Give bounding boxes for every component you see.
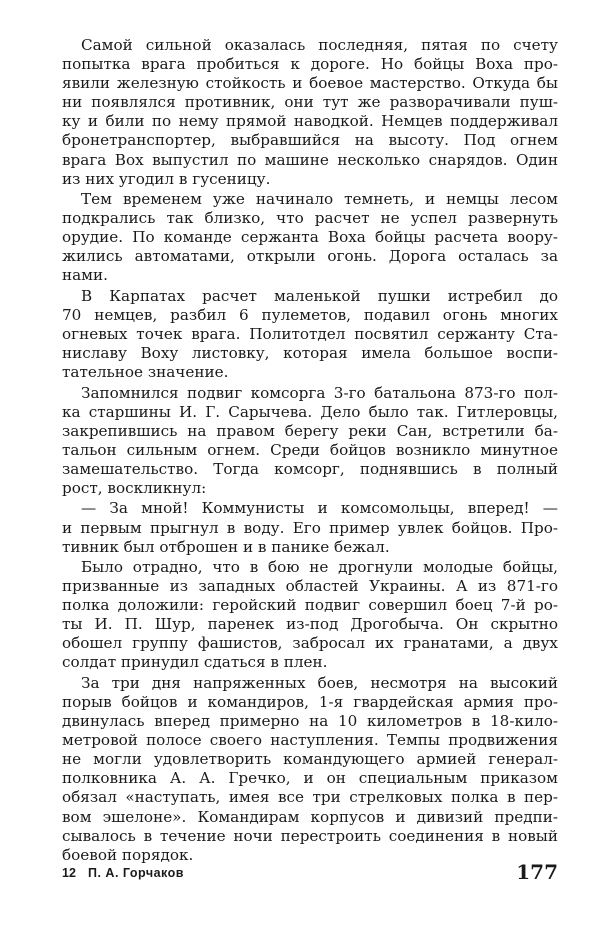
text-line: обязал «наступать, имея все три стрелковых полка в пер- [62,788,558,807]
text-line: призванные из западных областей Украины. А из 871-го [62,577,558,596]
text-line: Самой сильной оказалась последняя, пятая по счету [81,36,558,54]
text-line: За три дня напряженных боев, несмотря на высокий [81,673,558,692]
author-name: П. А. Горчаков [88,866,184,880]
text-line: подкрались так близко, что расчет не успел развернуть [62,209,558,228]
text-line: — За мной! Коммунисты и комсомольцы, вперед! — [81,499,558,518]
text-line: из них угодил в гусеницу. [62,169,271,188]
text-line: вом эшелоне». Командирам корпусов и дивизий предпи- [62,807,558,826]
paragraph [62,499,558,556]
text-line: и первым прыгнул в воду. Его пример увлек бойцов. Про- [62,518,558,537]
text-line: жились автоматами, открыли огонь. Дорога осталась за [62,247,558,266]
text-line: солдат принудил сдаться в плен. [62,653,328,672]
text-line: порыв бойцов и командиров, 1-я гвардейская армия про- [62,692,558,711]
text-line: 70 немцев, разбил 6 пулеметов, подавил огонь многих [62,305,558,324]
text-line: тивник был отброшен и в панике бежал. [62,537,390,556]
paragraph [62,558,558,673]
signature-mark: 12 [62,866,76,880]
paragraph [62,674,558,865]
text-line: Тем временем уже начинало темнеть, и немцы лесом [81,190,558,209]
text-line: замешательство. Тогда комсорг, поднявшись в полный [62,459,558,478]
text-line: бронетранспортер, выбравшийся на высоту. Под огнем [62,131,558,150]
text-line: орудие. По команде сержанта Воха бойцы расчета воору- [62,228,558,247]
paragraph [62,190,558,285]
text-line: попытка врага пробиться к дороге. Но бойцы Воха про- [62,55,558,74]
text-line: Запомнился подвиг комсорга 3-го батальона 873-го пол- [81,383,558,402]
text-line: полковника А. А. Гречко, и он специальным приказом [62,769,558,788]
text-line: закрепившись на правом берегу реки Сан, встретили ба- [62,421,558,440]
text-line: ни появлялся противник, они тут же разворачивали пуш- [62,93,558,112]
text-line: полка доложили: геройский подвиг совершил боец 7-й ро- [62,596,558,615]
paragraph [62,287,558,382]
text-line: В Карпатах расчет маленькой пушки истребил до [81,286,558,305]
text-line: сывалось в течение ночи перестроить соединения в новый [62,826,558,845]
text-line: метровой полосе своего наступления. Темпы продвижения [62,731,558,750]
text-line: врага Вох выпустил по машине несколько снарядов. Один [62,150,558,169]
text-line: обошел группу фашистов, забросал их гранатами, а двух [62,634,558,653]
page-number: 177 [516,860,558,884]
text-line: Было отрадно, что в бою не дрогнули молодые бойцы, [81,558,558,577]
paragraph [62,384,558,499]
text-line: нами. [62,266,108,285]
text-line: ниславу Воху листовку, которая имела большое воспи- [62,344,558,363]
text-line: двинулась вперед примерно на 10 километров в 18-кило- [62,712,558,731]
book-page-body [62,36,558,866]
text-line: не могли удовлетворить командующего армией генерал- [62,750,558,769]
page-footer [62,860,558,886]
paragraph [62,36,558,189]
text-line: явили железную стойкость и боевое мастерство. Откуда бы [62,74,558,93]
text-line: ку и били по нему прямой наводкой. Немцев поддерживал [62,112,558,131]
text-line: тальон сильным огнем. Среди бойцов возникло минутное [62,440,558,459]
text-line: ка старшины И. Г. Сарычева. Дело было так. Гитлеровцы, [62,402,558,421]
text-line: огневых точек врага. Политотдел посвятил сержанту Ста- [62,325,558,343]
text-line: боевой порядок. [62,845,194,864]
text-line: рост, воскликнул: [62,479,207,498]
text-line: ты И. П. Шур, паренек из-под Дрогобыча. Он скрытно [62,615,558,634]
text-line: тательное значение. [62,363,229,382]
